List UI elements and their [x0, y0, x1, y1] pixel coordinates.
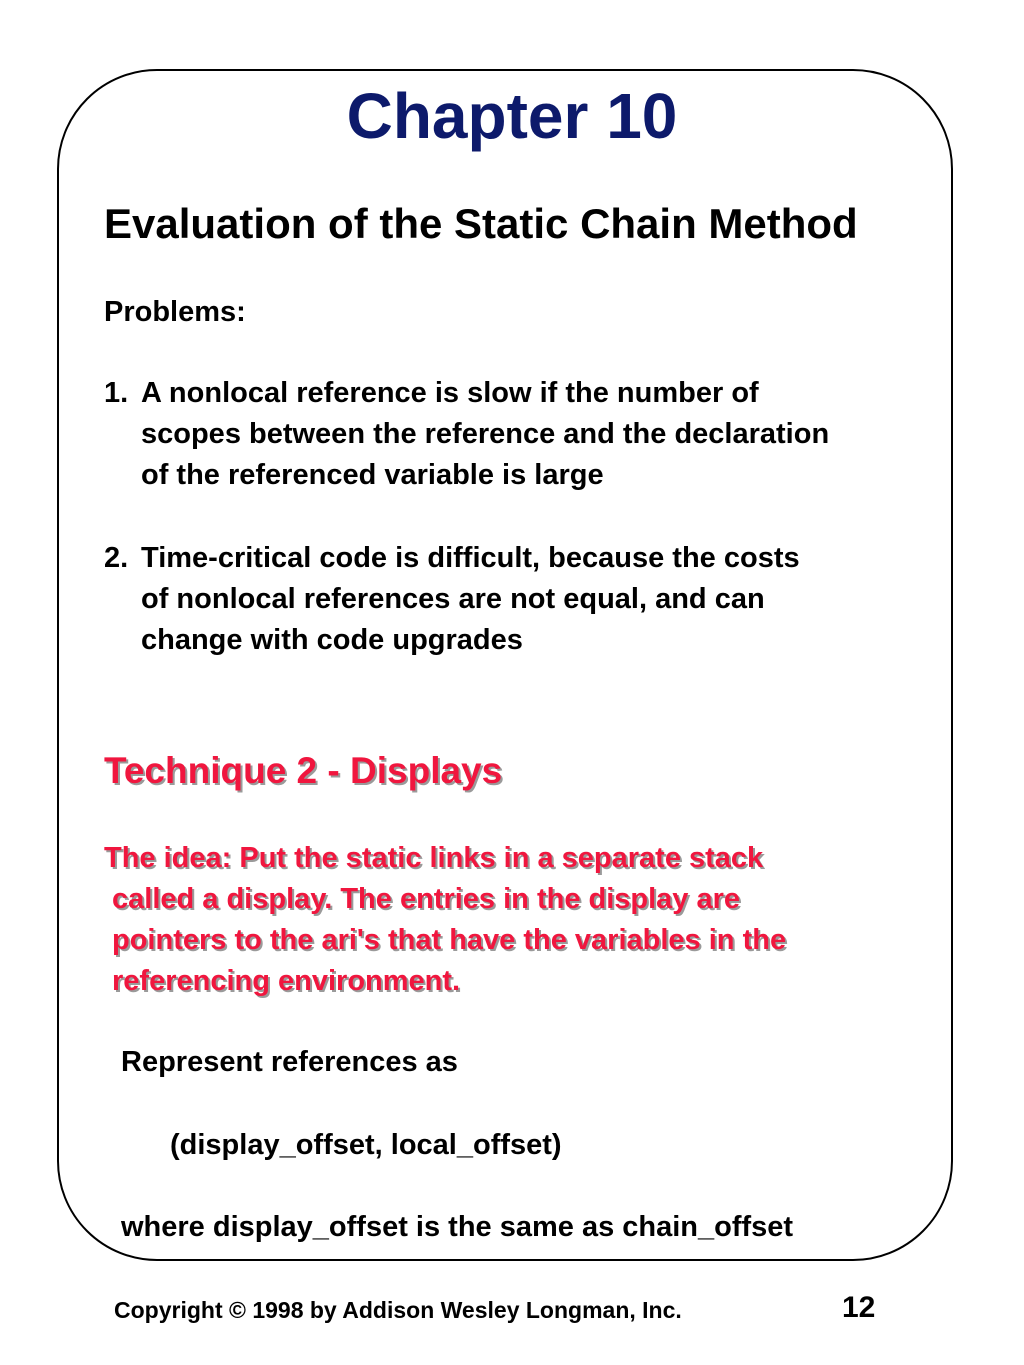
represent-text: Represent references as	[121, 1046, 458, 1078]
idea-line: The idea: Put the static links in a separate stack	[104, 842, 764, 874]
problem-line: of the referenced variable is large	[141, 459, 604, 491]
problem-line: A nonlocal reference is slow if the number of	[141, 377, 759, 409]
idea-paragraph	[104, 838, 786, 1002]
idea-line: called a display. The entries in the display are	[112, 883, 741, 915]
problem-number: 2.	[104, 542, 129, 574]
problem-item-1	[104, 373, 829, 496]
slide-title: Chapter 10	[346, 80, 678, 152]
problem-item-2	[104, 538, 800, 661]
reference-formula: (display_offset, local_offset)	[170, 1129, 562, 1161]
problems-heading: Problems:	[104, 296, 246, 328]
where-text: where display_offset is the same as chain_offset	[121, 1211, 794, 1243]
problem-line: scopes between the reference and the declaration	[141, 418, 830, 450]
idea-line: pointers to the ari's that have the variables in the	[112, 924, 787, 956]
slide-subtitle: Evaluation of the Static Chain Method	[104, 200, 858, 247]
technique-heading: Technique 2 - Displays	[104, 750, 503, 791]
problem-number: 1.	[104, 377, 129, 409]
copyright-footer: Copyright © 1998 by Addison Wesley Longman, Inc.	[114, 1297, 682, 1323]
page-number: 12	[842, 1291, 876, 1324]
problem-line: Time-critical code is difficult, because the costs	[141, 542, 800, 574]
idea-line: referencing environment.	[112, 965, 461, 997]
problem-line: of nonlocal references are not equal, and can	[141, 583, 765, 615]
problem-line: change with code upgrades	[141, 624, 523, 656]
